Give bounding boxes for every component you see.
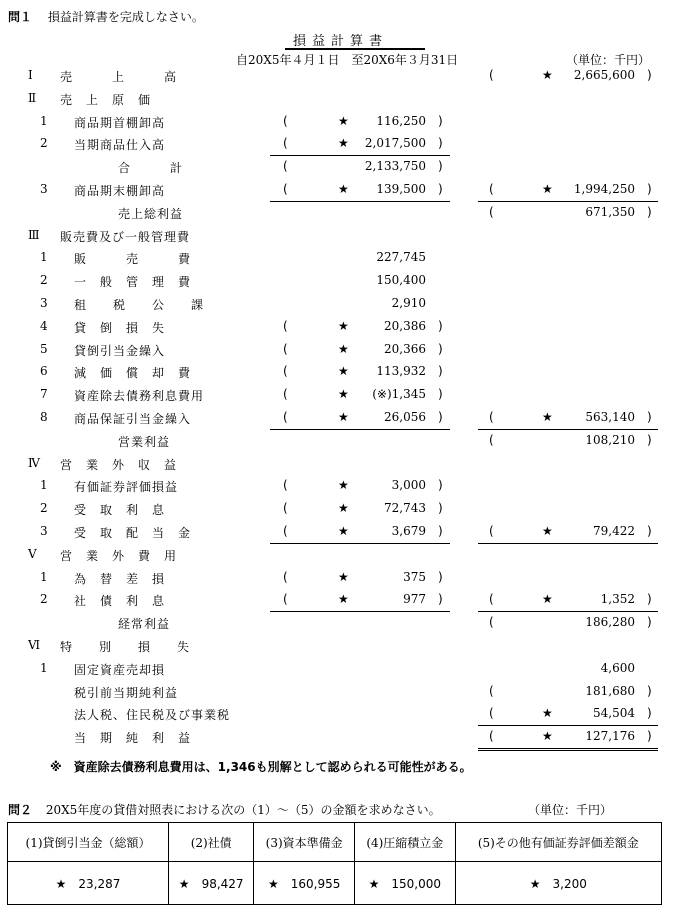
item-number: 1 bbox=[40, 113, 48, 128]
star-icon: ★ bbox=[338, 341, 349, 356]
item-name: 受 取 配 当 金 bbox=[74, 526, 192, 540]
statement-row bbox=[0, 727, 677, 749]
item-number: 5 bbox=[40, 341, 48, 356]
subtotal-name: 合 計 bbox=[118, 161, 184, 176]
item-name: 売 上 原 価 bbox=[60, 92, 152, 107]
paren-open: ( bbox=[283, 113, 288, 128]
roman-numeral: Ⅰ bbox=[28, 68, 33, 82]
item-number: 7 bbox=[40, 387, 48, 402]
paren-open: ( bbox=[489, 592, 494, 607]
item-name: 貸 倒 損 失 bbox=[74, 320, 166, 335]
paren-close: ) bbox=[647, 410, 652, 424]
roman-numeral: Ⅱ bbox=[28, 90, 37, 105]
paren-close: ) bbox=[647, 524, 652, 538]
amount-col2: 671,350 bbox=[585, 204, 635, 219]
star-icon: ★ bbox=[267, 876, 279, 891]
statement-row bbox=[0, 385, 677, 407]
amount-col1: 139,500 bbox=[376, 182, 426, 196]
star-icon: ★ bbox=[338, 113, 349, 128]
paren-close: ) bbox=[647, 204, 652, 219]
paren-open: ( bbox=[489, 410, 494, 424]
bs-value-cell bbox=[254, 862, 355, 905]
paren-open: ( bbox=[489, 615, 494, 630]
item-name: 売 上 高 bbox=[60, 70, 178, 84]
roman-numeral: Ⅳ bbox=[28, 455, 40, 470]
amount-col1: 2,017,500 bbox=[364, 136, 426, 151]
statement-row bbox=[0, 180, 677, 202]
item-name: 販 売 費 bbox=[74, 252, 192, 267]
item-number: 4 bbox=[40, 318, 48, 333]
star-icon: ★ bbox=[542, 68, 553, 82]
footnote: ※ 資産除去債務利息費用は、1,346も別解として認められる可能性がある。 bbox=[50, 760, 472, 774]
item-name: 商品期末棚卸高 bbox=[74, 184, 166, 198]
paren-open: ( bbox=[489, 729, 494, 744]
amount-col2: 79,422 bbox=[593, 524, 635, 538]
statement-row bbox=[0, 134, 677, 156]
star-icon: ★ bbox=[542, 182, 553, 196]
amount-col1: 20,366 bbox=[384, 341, 426, 356]
rule-line bbox=[270, 611, 450, 612]
paren-close: ) bbox=[438, 410, 443, 424]
paren-close: ) bbox=[438, 364, 443, 379]
star-icon: ★ bbox=[338, 524, 349, 538]
statement-title: 損益計算書 bbox=[293, 34, 389, 49]
roman-numeral: Ⅵ bbox=[28, 638, 41, 652]
statement-row bbox=[0, 248, 677, 270]
amount-col2: 1,994,250 bbox=[573, 182, 635, 196]
item-name: 商品期首棚卸高 bbox=[74, 115, 166, 130]
statement-row bbox=[0, 499, 677, 521]
bs-header-cell: (4)圧縮積立金 bbox=[354, 823, 455, 862]
roman-numeral: Ⅲ bbox=[28, 227, 40, 242]
amount-col1: 113,932 bbox=[376, 364, 426, 379]
amount-col1: 977 bbox=[403, 592, 426, 607]
paren-open: ( bbox=[283, 569, 288, 584]
item-number: 2 bbox=[40, 273, 48, 288]
statement-row bbox=[0, 89, 677, 111]
amount-col2: 4,600 bbox=[600, 660, 635, 675]
star-icon: ★ bbox=[338, 364, 349, 379]
star-icon: ★ bbox=[542, 729, 553, 744]
amount-col1: 116,250 bbox=[376, 113, 426, 128]
amount-col1: 227,745 bbox=[376, 250, 426, 265]
bs-value: 98,427 bbox=[201, 876, 244, 891]
statement-row bbox=[0, 112, 677, 134]
paren-close: ) bbox=[438, 592, 443, 607]
subtotal-name: 経常利益 bbox=[118, 617, 171, 632]
roman-numeral: Ⅴ bbox=[28, 546, 37, 561]
total-name: 法人税、住民税及び事業税 bbox=[74, 708, 231, 723]
paren-close: ) bbox=[438, 182, 443, 196]
star-icon: ★ bbox=[338, 410, 349, 424]
item-name: 固定資産売却損 bbox=[74, 662, 166, 677]
bs-header-cell: (3)資本準備金 bbox=[254, 823, 355, 862]
amount-col1: 20,386 bbox=[384, 318, 426, 333]
statement-row bbox=[0, 476, 677, 498]
item-number: 2 bbox=[40, 592, 48, 607]
star-icon: ★ bbox=[338, 387, 349, 402]
amount-col2: 186,280 bbox=[585, 615, 635, 630]
amount-col1: 375 bbox=[403, 569, 426, 584]
paren-close: ) bbox=[647, 706, 652, 721]
paren-open: ( bbox=[283, 136, 288, 151]
star-icon: ★ bbox=[338, 592, 349, 607]
q2-text: 20X5年度の貸借対照表における次の（1）～（5）の金額を求めなさい。 bbox=[45, 803, 441, 817]
paren-open: ( bbox=[489, 683, 494, 698]
paren-close: ) bbox=[647, 182, 652, 196]
statement-row bbox=[0, 362, 677, 384]
paren-close: ) bbox=[438, 318, 443, 333]
bs-value: 150,000 bbox=[391, 876, 442, 891]
paren-close: ) bbox=[647, 432, 652, 447]
paren-open: ( bbox=[489, 432, 494, 447]
paren-open: ( bbox=[489, 204, 494, 219]
star-icon: ★ bbox=[178, 876, 190, 891]
star-icon: ★ bbox=[542, 410, 553, 424]
item-name: 当期商品仕入高 bbox=[74, 138, 166, 153]
star-icon: ★ bbox=[542, 524, 553, 538]
bs-header-cell: (5)その他有価証券評価差額金 bbox=[455, 823, 661, 862]
paren-close: ) bbox=[438, 569, 443, 584]
paren-close: ) bbox=[438, 136, 443, 151]
statement-row bbox=[0, 682, 677, 704]
amount-col2: 181,680 bbox=[585, 683, 635, 698]
statement-row bbox=[0, 704, 677, 726]
paren-open: ( bbox=[283, 341, 288, 356]
item-name: 受 取 利 息 bbox=[74, 503, 166, 518]
amount-col1: 26,056 bbox=[384, 410, 426, 424]
paren-close: ) bbox=[438, 387, 443, 402]
star-icon: ★ bbox=[338, 569, 349, 584]
rule-line bbox=[478, 611, 658, 612]
statement-row bbox=[0, 545, 677, 567]
item-number: 3 bbox=[40, 296, 48, 310]
paren-close: ) bbox=[438, 524, 443, 538]
item-number: 6 bbox=[40, 364, 48, 379]
bs-header-row bbox=[8, 823, 662, 862]
statement-row bbox=[0, 659, 677, 681]
subtotal-name: 営業利益 bbox=[118, 434, 171, 449]
bs-value-cell bbox=[169, 862, 254, 905]
statement-row bbox=[0, 271, 677, 293]
paren-open: ( bbox=[283, 182, 288, 196]
amount-col1: 72,743 bbox=[384, 501, 426, 516]
paren-open: ( bbox=[283, 501, 288, 516]
paren-open: ( bbox=[283, 159, 288, 174]
q1-header bbox=[8, 8, 204, 25]
paren-open: ( bbox=[283, 318, 288, 333]
star-icon: ★ bbox=[542, 592, 553, 607]
statement-row bbox=[0, 568, 677, 590]
rule-line bbox=[270, 201, 450, 202]
statement-row bbox=[0, 340, 677, 362]
star-icon: ★ bbox=[338, 501, 349, 516]
amount-col2: 563,140 bbox=[585, 410, 635, 424]
amount-col1: 2,133,750 bbox=[364, 159, 426, 174]
rule-line bbox=[270, 155, 450, 156]
rule-line bbox=[478, 429, 658, 430]
amount-col2: 1,352 bbox=[600, 592, 635, 607]
paren-close: ) bbox=[438, 478, 443, 493]
statement-period: 自20X5年４月１日 至20X6年３月31日 bbox=[236, 53, 459, 67]
item-number: 8 bbox=[40, 410, 48, 424]
q2-label: 問２ bbox=[8, 803, 33, 817]
amount-col1: 3,679 bbox=[391, 524, 426, 538]
amount-col2: 2,665,600 bbox=[573, 68, 635, 82]
item-name: 営 業 外 収 益 bbox=[60, 457, 178, 472]
q1-label: 問１ bbox=[8, 10, 33, 24]
rule-line bbox=[478, 748, 658, 751]
statement-row bbox=[0, 157, 677, 179]
bs-value-cell bbox=[8, 862, 169, 905]
item-number: 2 bbox=[40, 136, 48, 151]
amount-col1: (※)1,345 bbox=[372, 387, 426, 402]
statement-row bbox=[0, 203, 677, 225]
item-name: 一 般 管 理 費 bbox=[74, 275, 192, 290]
star-icon: ★ bbox=[338, 136, 349, 151]
amount-col2: 127,176 bbox=[585, 729, 635, 744]
star-icon: ★ bbox=[338, 182, 349, 196]
paren-open: ( bbox=[283, 478, 288, 493]
item-name: 社 債 利 息 bbox=[74, 594, 166, 609]
star-icon: ★ bbox=[338, 478, 349, 493]
item-name: 商品保証引当金繰入 bbox=[74, 412, 192, 426]
paren-open: ( bbox=[489, 68, 494, 82]
statement-row bbox=[0, 522, 677, 544]
star-icon: ★ bbox=[529, 876, 541, 891]
statement-row bbox=[0, 613, 677, 635]
paren-open: ( bbox=[283, 592, 288, 607]
star-icon: ★ bbox=[542, 706, 553, 721]
statement-row bbox=[0, 408, 677, 430]
bs-value-cell bbox=[455, 862, 661, 905]
statement-unit: （単位：千円） bbox=[566, 53, 651, 67]
statement-row bbox=[0, 226, 677, 248]
q2-header bbox=[8, 801, 441, 818]
item-name: 減 価 償 却 費 bbox=[74, 366, 192, 381]
item-name: 貸倒引当金繰入 bbox=[74, 343, 166, 358]
item-name: 営 業 外 費 用 bbox=[60, 548, 178, 563]
item-number: 1 bbox=[40, 660, 48, 675]
paren-close: ) bbox=[647, 68, 652, 82]
total-name: 当 期 純 利 益 bbox=[74, 731, 192, 746]
rule-line bbox=[478, 201, 658, 202]
amount-col1: 3,000 bbox=[391, 478, 426, 493]
paren-close: ) bbox=[647, 592, 652, 607]
paren-close: ) bbox=[438, 501, 443, 516]
paren-close: ) bbox=[438, 341, 443, 356]
star-icon: ★ bbox=[368, 876, 380, 891]
total-name: 税引前当期純利益 bbox=[74, 685, 179, 700]
statement-row bbox=[0, 66, 677, 88]
amount-col2: 54,504 bbox=[593, 706, 635, 721]
statement-row bbox=[0, 636, 677, 658]
paren-open: ( bbox=[283, 387, 288, 402]
bs-value-row bbox=[8, 862, 662, 905]
star-icon: ★ bbox=[55, 876, 67, 891]
amount-col1: 150,400 bbox=[376, 273, 426, 288]
statement-row bbox=[0, 454, 677, 476]
rule-line bbox=[478, 725, 658, 726]
rule-line bbox=[270, 429, 450, 430]
title-underline bbox=[285, 48, 425, 50]
bs-header-cell: (2)社債 bbox=[169, 823, 254, 862]
paren-close: ) bbox=[647, 615, 652, 630]
item-name: 有価証券評価損益 bbox=[74, 480, 179, 495]
paren-open: ( bbox=[489, 706, 494, 721]
paren-close: ) bbox=[647, 729, 652, 744]
paren-open: ( bbox=[489, 182, 494, 196]
item-number: 3 bbox=[40, 182, 48, 196]
item-name: 販売費及び一般管理費 bbox=[60, 229, 191, 244]
q1-text: 損益計算書を完成しなさい。 bbox=[47, 10, 204, 24]
statement-row bbox=[0, 294, 677, 316]
balance-sheet-table bbox=[7, 822, 662, 905]
paren-close: ) bbox=[438, 113, 443, 128]
paren-open: ( bbox=[283, 524, 288, 538]
amount-col1: 2,910 bbox=[391, 296, 426, 310]
item-name: 租 税 公 課 bbox=[74, 298, 205, 312]
rule-line bbox=[270, 543, 450, 544]
statement-row bbox=[0, 431, 677, 453]
item-number: 1 bbox=[40, 478, 48, 493]
bs-value: 160,955 bbox=[290, 876, 341, 891]
amount-col2: 108,210 bbox=[585, 432, 635, 447]
rule-line bbox=[478, 543, 658, 544]
paren-open: ( bbox=[283, 410, 288, 424]
bs-value: 23,287 bbox=[78, 876, 121, 891]
statement-row bbox=[0, 590, 677, 612]
item-number: 1 bbox=[40, 250, 48, 265]
paren-close: ) bbox=[647, 683, 652, 698]
bs-value: 3,200 bbox=[552, 876, 587, 891]
bs-value-cell bbox=[354, 862, 455, 905]
q2-unit: （単位：千円） bbox=[528, 803, 613, 817]
paren-open: ( bbox=[283, 364, 288, 379]
item-name: 為 替 差 損 bbox=[74, 571, 166, 586]
subtotal-name: 売上総利益 bbox=[118, 206, 184, 221]
paren-open: ( bbox=[489, 524, 494, 538]
bs-header-cell: (1)貸倒引当金（総額） bbox=[8, 823, 169, 862]
statement-row bbox=[0, 317, 677, 339]
item-number: 3 bbox=[40, 524, 48, 538]
item-name: 資産除去債務利息費用 bbox=[74, 389, 205, 404]
item-number: 2 bbox=[40, 501, 48, 516]
star-icon: ★ bbox=[338, 318, 349, 333]
item-name: 特 別 損 失 bbox=[60, 640, 191, 654]
paren-close: ) bbox=[438, 159, 443, 174]
item-number: 1 bbox=[40, 569, 48, 584]
